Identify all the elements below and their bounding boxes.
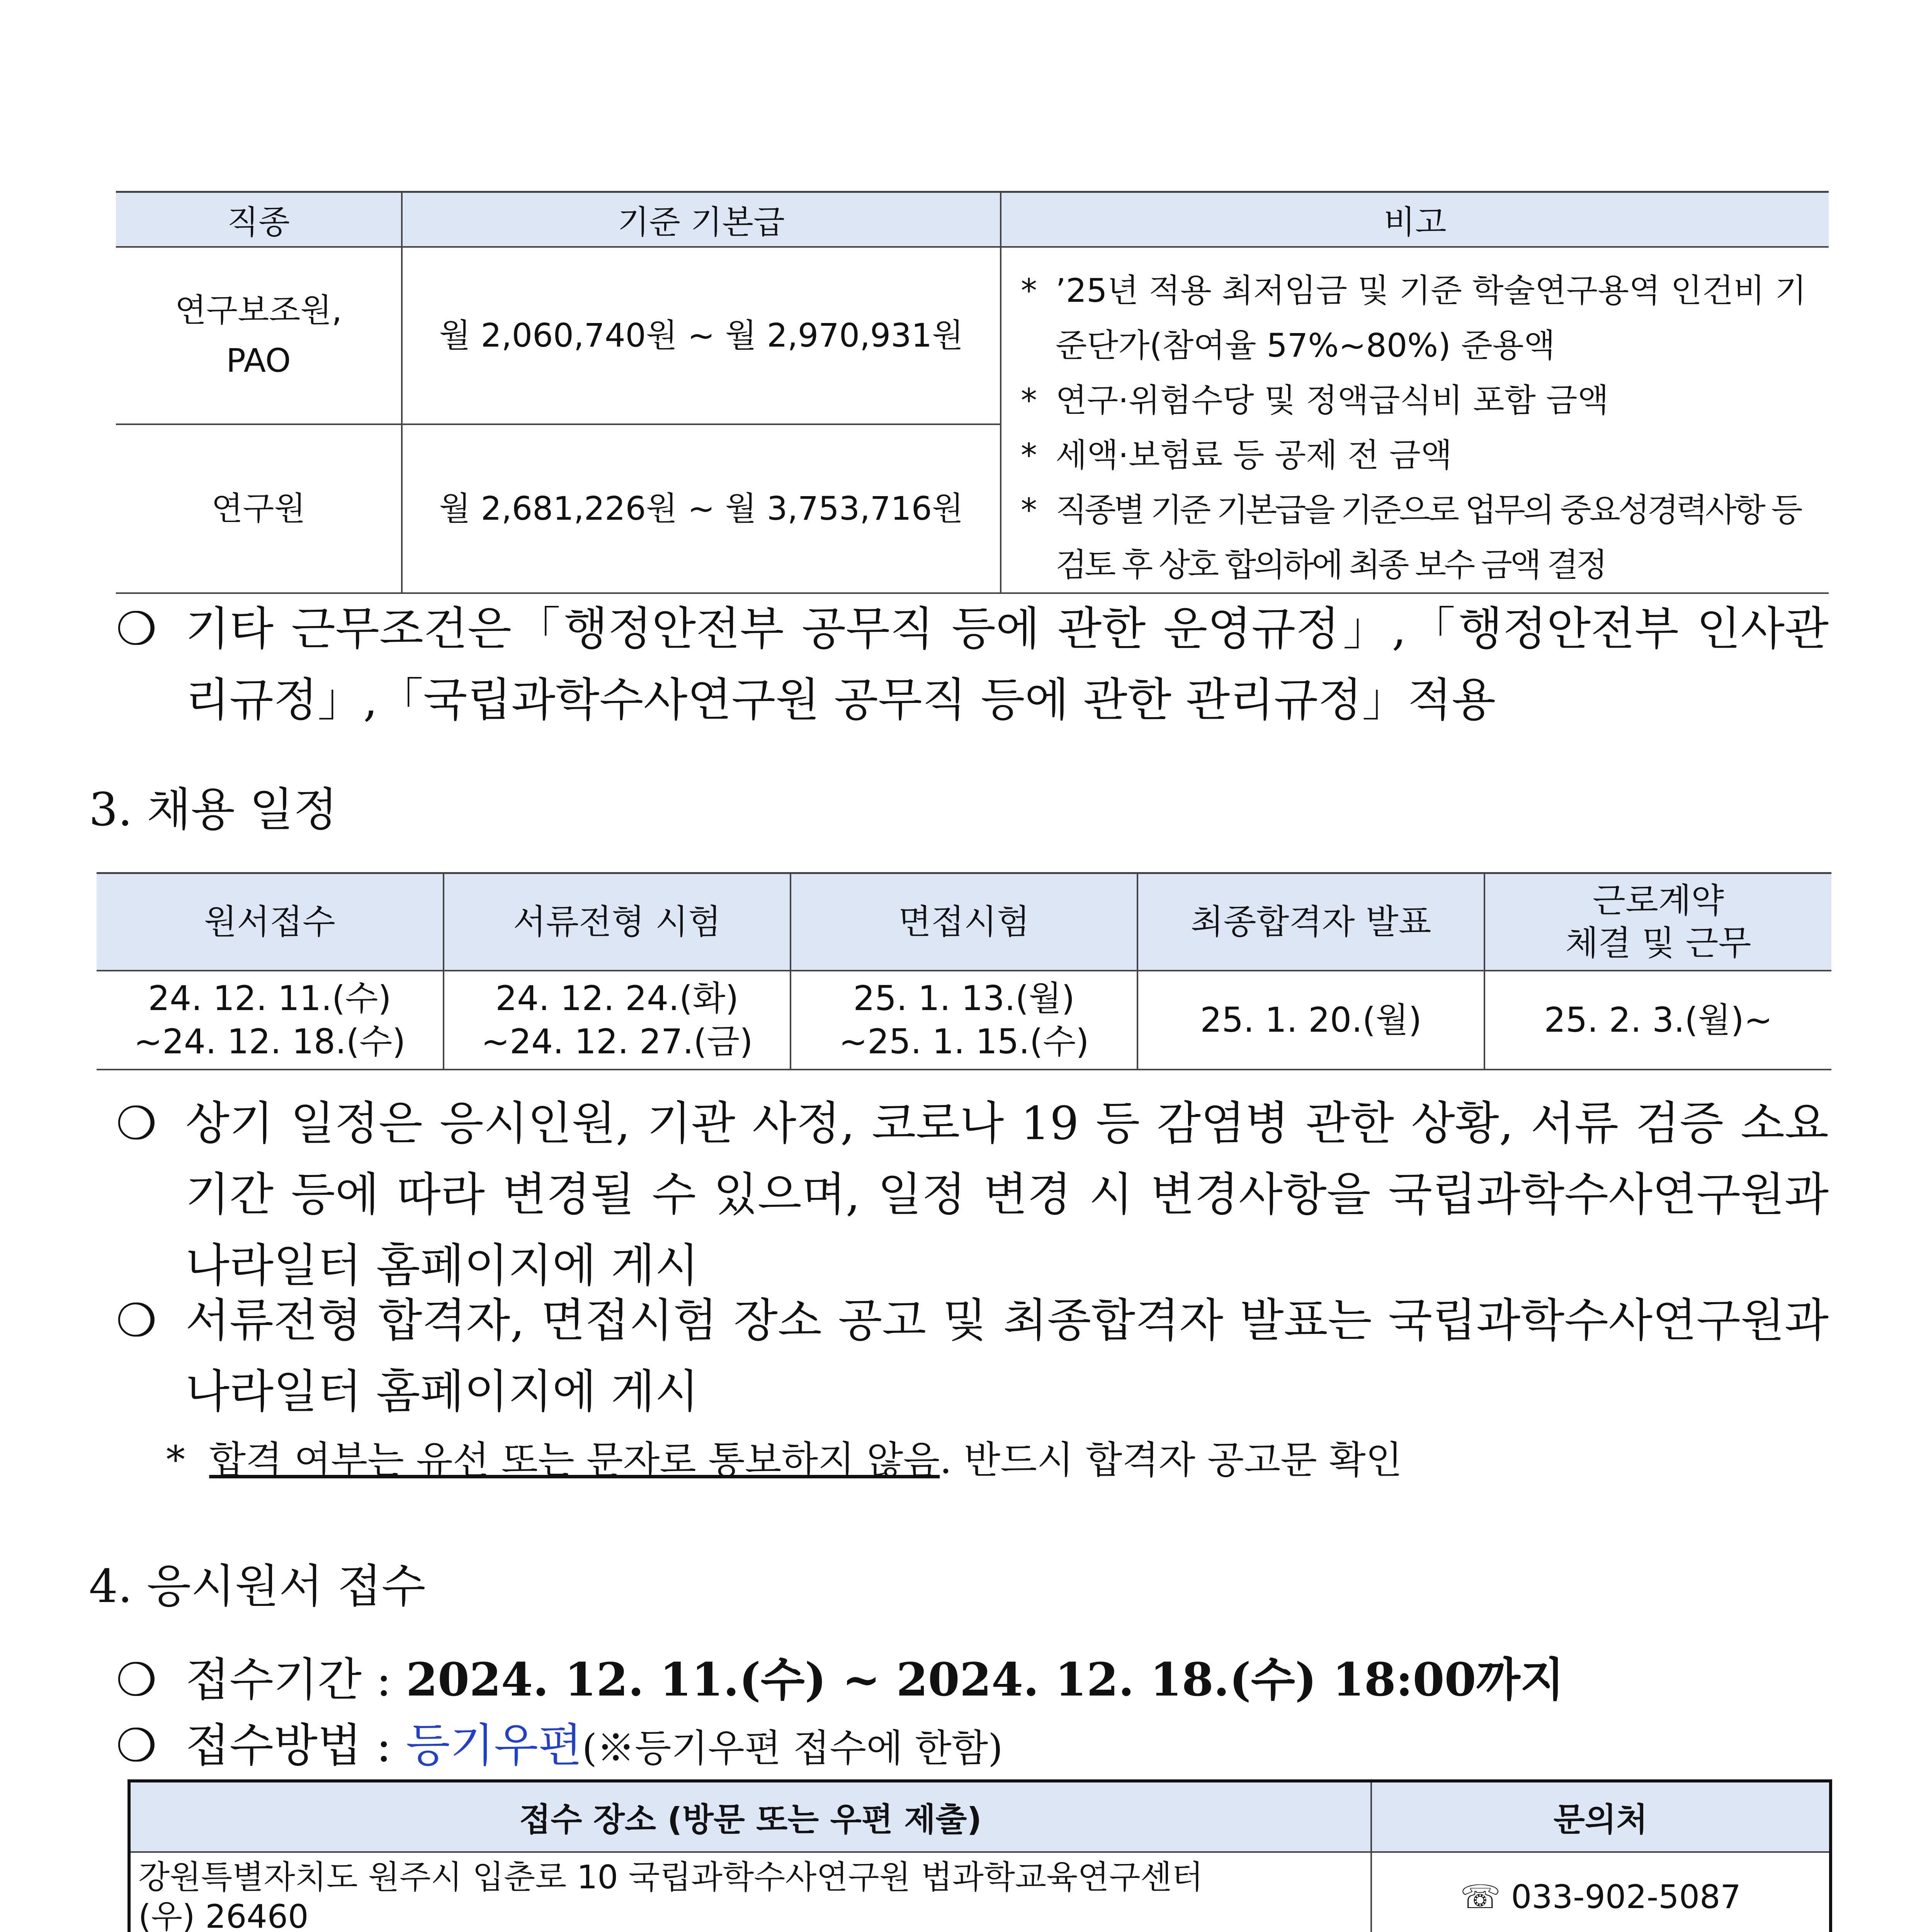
- job-name: 연구보조원,: [175, 291, 342, 330]
- period-value: 2024. 12. 11.(수) ~ 2024. 12. 18.(수) 18:00까지: [406, 1653, 1564, 1706]
- pay-table-header: [116, 192, 1829, 247]
- bullet-icon: ❍: [116, 1097, 157, 1150]
- bullet-icon: ❍: [116, 1653, 157, 1706]
- note-item: * ’25년 적용 최저임금 및 기준 학술연구용역 인건비 기준단가(참여율 57%~80%) 준용액: [1021, 272, 1807, 364]
- header-application: 원서접수: [97, 873, 444, 971]
- contact-cell: [1371, 1852, 1831, 1932]
- underlined-notice: 합격 여부는 유선 또는 문자로 통보하지 않음: [209, 1438, 940, 1482]
- schedule-cell: 24. 12. 24.(화) ~24. 12. 27.(금): [444, 971, 791, 1070]
- schedule-header: [97, 873, 1831, 971]
- address-cell: 강원특별자치도 원주시 입춘로 10 국립과학수사연구원 법과학교육연구센터 (우) 26460: [138, 1858, 1203, 1932]
- bullet-icon: ❍: [116, 1294, 157, 1347]
- header-location: 접수 장소 (방문 또는 우편 제출): [129, 1781, 1371, 1852]
- submission-table: [128, 1779, 1832, 1932]
- application-period: [116, 1644, 1829, 1715]
- header-salary: 기준 기본급: [402, 192, 1001, 247]
- method-value: 등기우편: [406, 1719, 582, 1772]
- header-job: 직종: [116, 192, 402, 247]
- bullet-icon: ❍: [116, 1719, 157, 1772]
- pass-notice-note: * 합격 여부는 유선 또는 문자로 통보하지 않음. 반드시 합격자 공고문 확인: [166, 1438, 1403, 1482]
- header-contract: 근로계약 체결 및 근무: [1484, 873, 1831, 971]
- notes-cell: [1001, 247, 1829, 593]
- schedule-cell: 24. 12. 11.(수) ~24. 12. 18.(수): [97, 971, 444, 1070]
- submission-header: [129, 1781, 1831, 1852]
- note-item: * 직종별 기준 기본급을 기준으로 업무의 중요성경력사항 등 검토 후 상호 합의하에 최종 보수 금액 결정: [1021, 491, 1800, 584]
- table-row: [116, 247, 1829, 424]
- paragraph-text: 상기 일정은 응시인원, 기관 사정, 코로나 19 등 감염병 관한 상황, 서류 검증 소요기간 등에 따라 변경될 수 있으며, 일정 변경 시 변경사항을 국립과학수사연구원과 나라일터 홈페이지에 게시: [185, 1097, 1829, 1292]
- table-row: [97, 971, 1831, 1070]
- schedule-cell: 25. 1. 20.(월): [1137, 971, 1484, 1070]
- schedule-cell: 25. 1. 13.(월) ~25. 1. 15.(수): [791, 971, 1137, 1070]
- header-document-screening: 서류전형 시험: [444, 873, 791, 971]
- phone-number: 033-902-5087: [1511, 1878, 1741, 1916]
- job-name-2: PAO: [226, 342, 291, 380]
- header-interview: 면접시험: [791, 873, 1137, 971]
- salary-cell: 월 2,681,226원 ~ 월 3,753,716원: [402, 424, 1001, 593]
- section-heading: 3. 채용 일정: [89, 783, 338, 836]
- header-note: 비고: [1001, 192, 1829, 247]
- note-item: * 세액·보험료 등 공제 전 금액: [1021, 436, 1452, 474]
- schedule-cell: 25. 2. 3.(월)~: [1484, 971, 1831, 1070]
- work-conditions-paragraph: [116, 593, 1829, 735]
- phone-icon: ☏: [1460, 1878, 1501, 1916]
- header-final-announcement: 최종합격자 발표: [1137, 873, 1484, 971]
- bullet-icon: ❍: [116, 602, 157, 655]
- table-row: [129, 1852, 1831, 1932]
- job-cell: 연구원: [116, 424, 402, 593]
- section-heading: 4. 응시원서 접수: [89, 1560, 426, 1613]
- note-item: * 연구·위험수당 및 정액급식비 포함 금액: [1021, 381, 1609, 419]
- salary-cell: 월 2,060,740원 ~ 월 2,970,931원: [402, 247, 1001, 424]
- method-note: (※등기우편 접수에 한함): [582, 1726, 1003, 1770]
- schedule-table: [97, 872, 1831, 1070]
- method-label: 접수방법 :: [185, 1719, 392, 1772]
- announcement-paragraph: [116, 1285, 1829, 1427]
- paragraph-text: 기타 근무조건은「행정안전부 공무직 등에 관한 운영규정」,「행정안전부 인사관리규정」,「국립과학수사연구원 공무직 등에 관한 관리규정」적용: [185, 602, 1829, 726]
- application-method: [116, 1710, 1829, 1784]
- schedule-change-paragraph: [116, 1088, 1829, 1301]
- paragraph-text: 서류전형 합격자, 면접시험 장소 공고 및 최종합격자 발표는 국립과학수사연구원과 나라일터 홈페이지에 게시: [185, 1294, 1829, 1418]
- job-cell: [116, 247, 402, 424]
- period-label: 접수기간 :: [185, 1653, 392, 1706]
- pay-table: [116, 191, 1829, 594]
- header-contact: 문의처: [1371, 1781, 1831, 1852]
